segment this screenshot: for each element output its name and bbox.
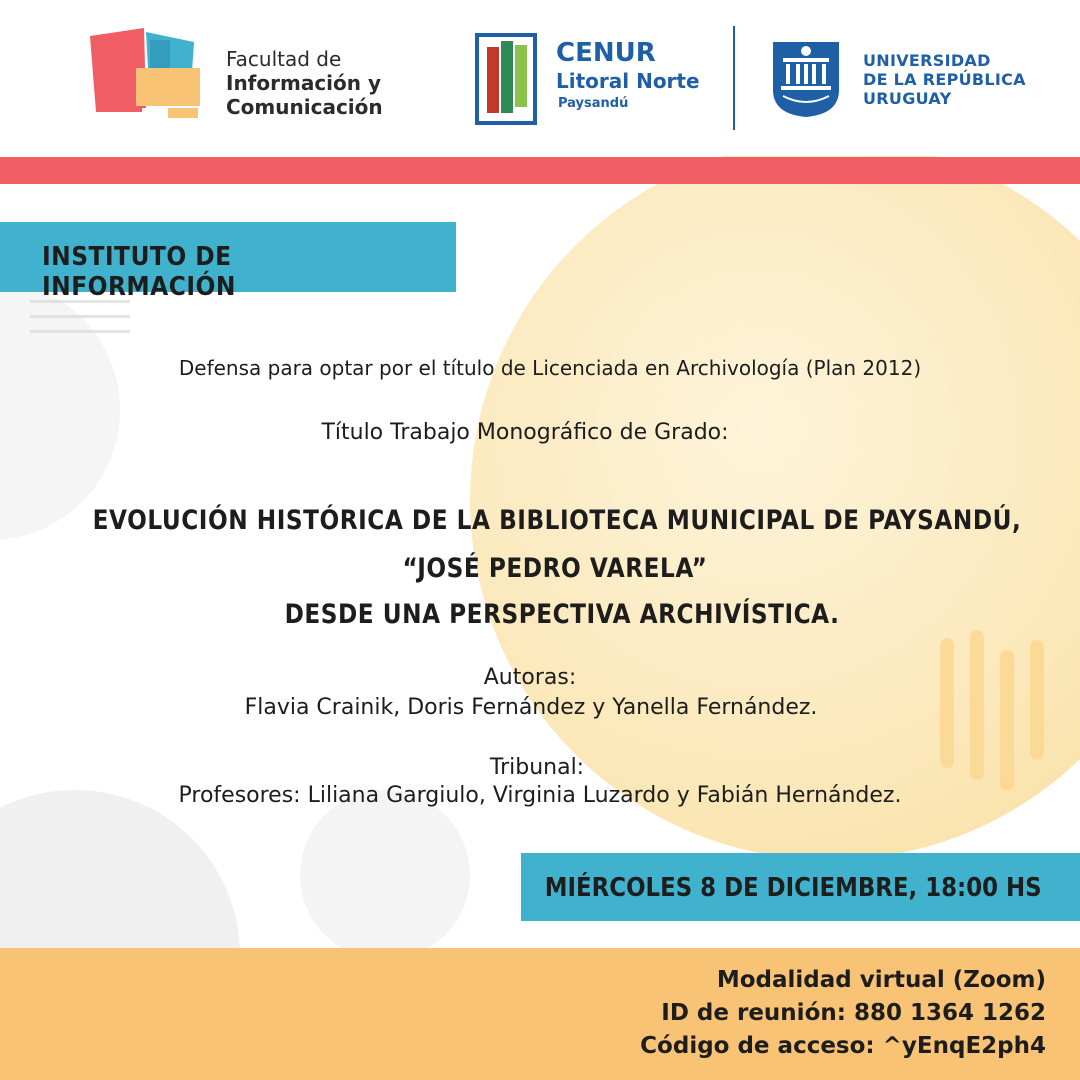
modalidad-text: Modalidad virtual (Zoom)	[716, 967, 1046, 993]
date-label: MIÉRCOLES 8 DE DICIEMBRE, 18:00 HS	[545, 873, 1042, 903]
udelar-line1: UNIVERSIDAD	[863, 51, 991, 70]
fic-logo-icon	[88, 28, 200, 120]
cenur-name	[556, 38, 700, 114]
decorative-stripes	[30, 300, 130, 345]
udelar-seal-icon	[771, 40, 841, 118]
cenur-line1: CENUR	[556, 38, 656, 68]
institute-banner	[0, 222, 456, 302]
footer-meeting-info	[0, 948, 1080, 1080]
fic-line3: Comunicación	[226, 95, 383, 119]
cenur-line2: Litoral Norte	[556, 69, 700, 93]
cenur-logo-icon	[475, 33, 537, 125]
header	[0, 0, 1080, 156]
titulo-label: Título Trabajo Monográfico de Grado:	[321, 420, 729, 445]
decorative-yellow-circle	[470, 140, 1080, 860]
cenur-line3: Paysandú	[558, 96, 629, 111]
autoras-label: Autoras:	[483, 665, 577, 690]
thesis-title-line2: “JOSÉ PEDRO VARELA”	[402, 553, 708, 584]
defensa-text: Defensa para optar por el título de Licenciada en Archivología (Plan 2012)	[178, 356, 922, 380]
date-banner	[521, 853, 1080, 921]
udelar-line2: DE LA REPÚBLICA	[863, 70, 1026, 89]
access-code-text: Código de acceso: ^yEnqE2ph4	[640, 1033, 1046, 1059]
institute-label: INSTITUTO DE INFORMACIÓN	[42, 242, 236, 302]
fic-line1: Facultad de	[226, 47, 342, 71]
udelar-line3: URUGUAY	[863, 89, 952, 108]
tribunal-label: Tribunal:	[489, 755, 585, 780]
decorative-grey-circle-mid	[300, 790, 470, 960]
thesis-title-line3: DESDE UNA PERSPECTIVA ARCHIVÍSTICA.	[284, 599, 840, 630]
red-stripe	[0, 157, 1080, 184]
meeting-id-text: ID de reunión: 880 1364 1262	[661, 1000, 1046, 1026]
fic-line2: Información y	[226, 71, 382, 95]
fic-name	[226, 47, 383, 119]
profesores-names: Profesores: Liliana Gargiulo, Virginia Luzardo y Fabián Hernández.	[178, 783, 902, 808]
header-divider	[733, 26, 735, 130]
thesis-title-line1: EVOLUCIÓN HISTÓRICA DE LA BIBLIOTECA MUNICIPAL DE PAYSANDÚ,	[92, 505, 1022, 536]
autoras-names: Flavia Crainik, Doris Fernández y Yanella Fernández.	[244, 695, 818, 720]
udelar-name	[863, 51, 1026, 108]
